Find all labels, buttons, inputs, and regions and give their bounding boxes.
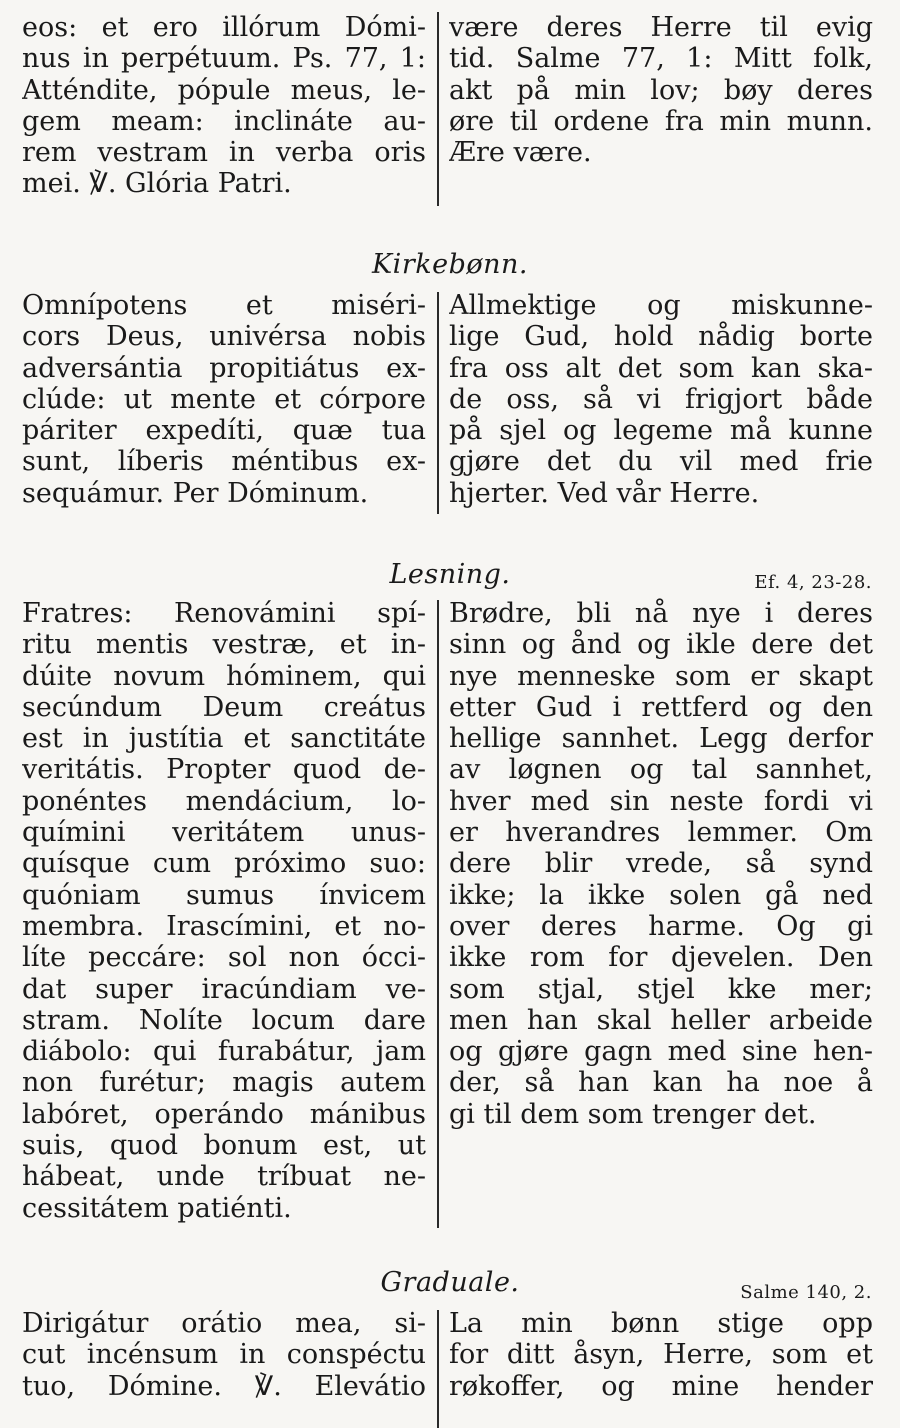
text-line: sequámur. Per Dóminum. <box>22 477 369 509</box>
text-line: cors Deus, univérsa nobis <box>22 321 426 353</box>
text-line: La min bønn stige opp <box>449 1308 873 1339</box>
text-line: químini veritátem unus- <box>22 817 426 849</box>
column-divider <box>437 1310 439 1428</box>
latin-column <box>22 598 426 1224</box>
text-line: sinn og ånd og ikle dere det <box>449 629 873 661</box>
text-line: stram. Nolíte locum dare <box>22 1004 426 1036</box>
text-line: cessitátem patiénti. <box>22 1192 292 1224</box>
text-line: secúndum Deum creátus <box>22 691 426 723</box>
latin-column <box>22 1308 426 1402</box>
text-line: dere blir vrede, så synd <box>449 848 873 880</box>
text-line: labóret, operándo mánibus <box>22 1098 426 1130</box>
text-line: nye menneske som er skapt <box>449 660 873 692</box>
text-line: ritu mentis vestræ, et in- <box>22 629 426 661</box>
text-line: dat super iracúndiam ve- <box>22 973 426 1005</box>
text-line: øre til ordene fra min munn. <box>449 105 873 137</box>
text-line: Dirigátur orátio mea, si- <box>22 1308 426 1339</box>
column-divider <box>437 600 439 1228</box>
text-line: non furétur; magis autem <box>22 1067 426 1099</box>
column-divider <box>437 292 439 514</box>
section-heading: Graduale. <box>380 1267 520 1298</box>
text-line: men han skal heller arbeide <box>449 1004 873 1036</box>
text-line: hjerter. Ved vår Herre. <box>449 477 760 509</box>
text-line: mei. ℣. Glória Patri. <box>22 168 292 200</box>
text-line: Brødre, bli nå nye i deres <box>449 598 873 629</box>
text-line: rem vestram in verba oris <box>22 137 426 169</box>
norwegian-column <box>449 1308 873 1402</box>
text-line: Allmektige og miskunne- <box>449 290 873 321</box>
text-line: nus in perpétuum. Ps. 77, 1: <box>22 43 426 75</box>
text-line: líte peccáre: sol non ócci- <box>22 942 426 974</box>
text-line: over deres harme. Og gi <box>449 910 873 942</box>
scripture-reference: Ef. 4, 23-28. <box>754 572 872 593</box>
text-line: dúite novum hóminem, qui <box>22 660 426 692</box>
text-line: gi til dem som trenger det. <box>449 1098 817 1130</box>
text-line: est in justítia et sanctitáte <box>22 723 426 755</box>
norwegian-column <box>449 290 873 509</box>
text-line: eos: et ero illórum Dómi- <box>22 12 426 43</box>
section-heading: Kirkebønn. <box>372 249 528 280</box>
text-line: etter Gud i rettferd og den <box>449 691 873 723</box>
text-line: tuo, Dómine. ℣. Elevátio <box>22 1370 426 1402</box>
text-line: ikke rom for djevelen. Den <box>449 942 873 974</box>
text-line: ponéntes mendácium, lo- <box>22 785 426 817</box>
text-line: clúde: ut mente et córpore <box>22 383 426 415</box>
text-line: veritátis. Propter quod de- <box>22 754 426 786</box>
text-line: lige Gud, hold nådig borte <box>449 321 873 353</box>
text-line: være deres Herre til evig <box>449 12 873 43</box>
text-line: som stjal, stjel kke mer; <box>449 973 873 1005</box>
norwegian-column <box>449 598 873 1130</box>
text-line: der, så han kan ha noe å <box>449 1067 873 1099</box>
text-line: Fratres: Renovámini spí- <box>22 598 426 629</box>
text-line: sunt, líberis méntibus ex- <box>22 446 426 478</box>
text-line: páriter expedíti, quæ tua <box>22 415 426 447</box>
text-line: hellige sannhet. Legg derfor <box>449 723 873 755</box>
text-line: quísque cum próximo suo: <box>22 848 426 880</box>
column-divider <box>437 12 439 206</box>
text-line: av løgnen og tal sannhet, <box>449 754 873 786</box>
text-line: gjøre det du vil med frie <box>449 446 873 478</box>
text-line: røkoffer, og mine hender <box>449 1370 873 1402</box>
scripture-reference: Salme 140, 2. <box>740 1282 872 1303</box>
text-line: akt på min lov; bøy deres <box>449 74 873 106</box>
text-line: Atténdite, pópule meus, le- <box>22 74 426 106</box>
text-line: de oss, så vi frigjort både <box>449 383 873 415</box>
text-line: på sjel og legeme må kunne <box>449 415 873 447</box>
latin-column <box>22 290 426 509</box>
text-line: og gjøre gagn med sine hen- <box>449 1036 873 1068</box>
norwegian-column <box>449 12 873 168</box>
text-line: membra. Irascímini, et no- <box>22 910 426 942</box>
text-line: for ditt åsyn, Herre, som et <box>449 1339 873 1371</box>
text-line: diábolo: qui furabátur, jam <box>22 1036 426 1068</box>
text-line: cut incénsum in conspéctu <box>22 1339 426 1371</box>
text-line: quóniam sumus ínvicem <box>22 879 426 911</box>
text-line: gem meam: inclináte au- <box>22 105 426 137</box>
text-line: er hverandres lemmer. Om <box>449 817 873 849</box>
text-line: Ære være. <box>449 137 592 169</box>
text-line: ikke; la ikke solen gå ned <box>449 879 873 911</box>
text-line: adversántia propitiátus ex- <box>22 352 426 384</box>
text-line: fra oss alt det som kan ska- <box>449 352 873 384</box>
section-heading: Lesning. <box>389 559 511 590</box>
text-line: hver med sin neste fordi vi <box>449 785 873 817</box>
latin-column <box>22 12 426 200</box>
text-line: Omnípotens et miséri- <box>22 290 426 321</box>
text-line: tid. Salme 77, 1: Mitt folk, <box>449 43 873 75</box>
text-line: suis, quod bonum est, ut <box>22 1130 426 1162</box>
text-line: hábeat, unde tríbuat ne- <box>22 1161 426 1193</box>
